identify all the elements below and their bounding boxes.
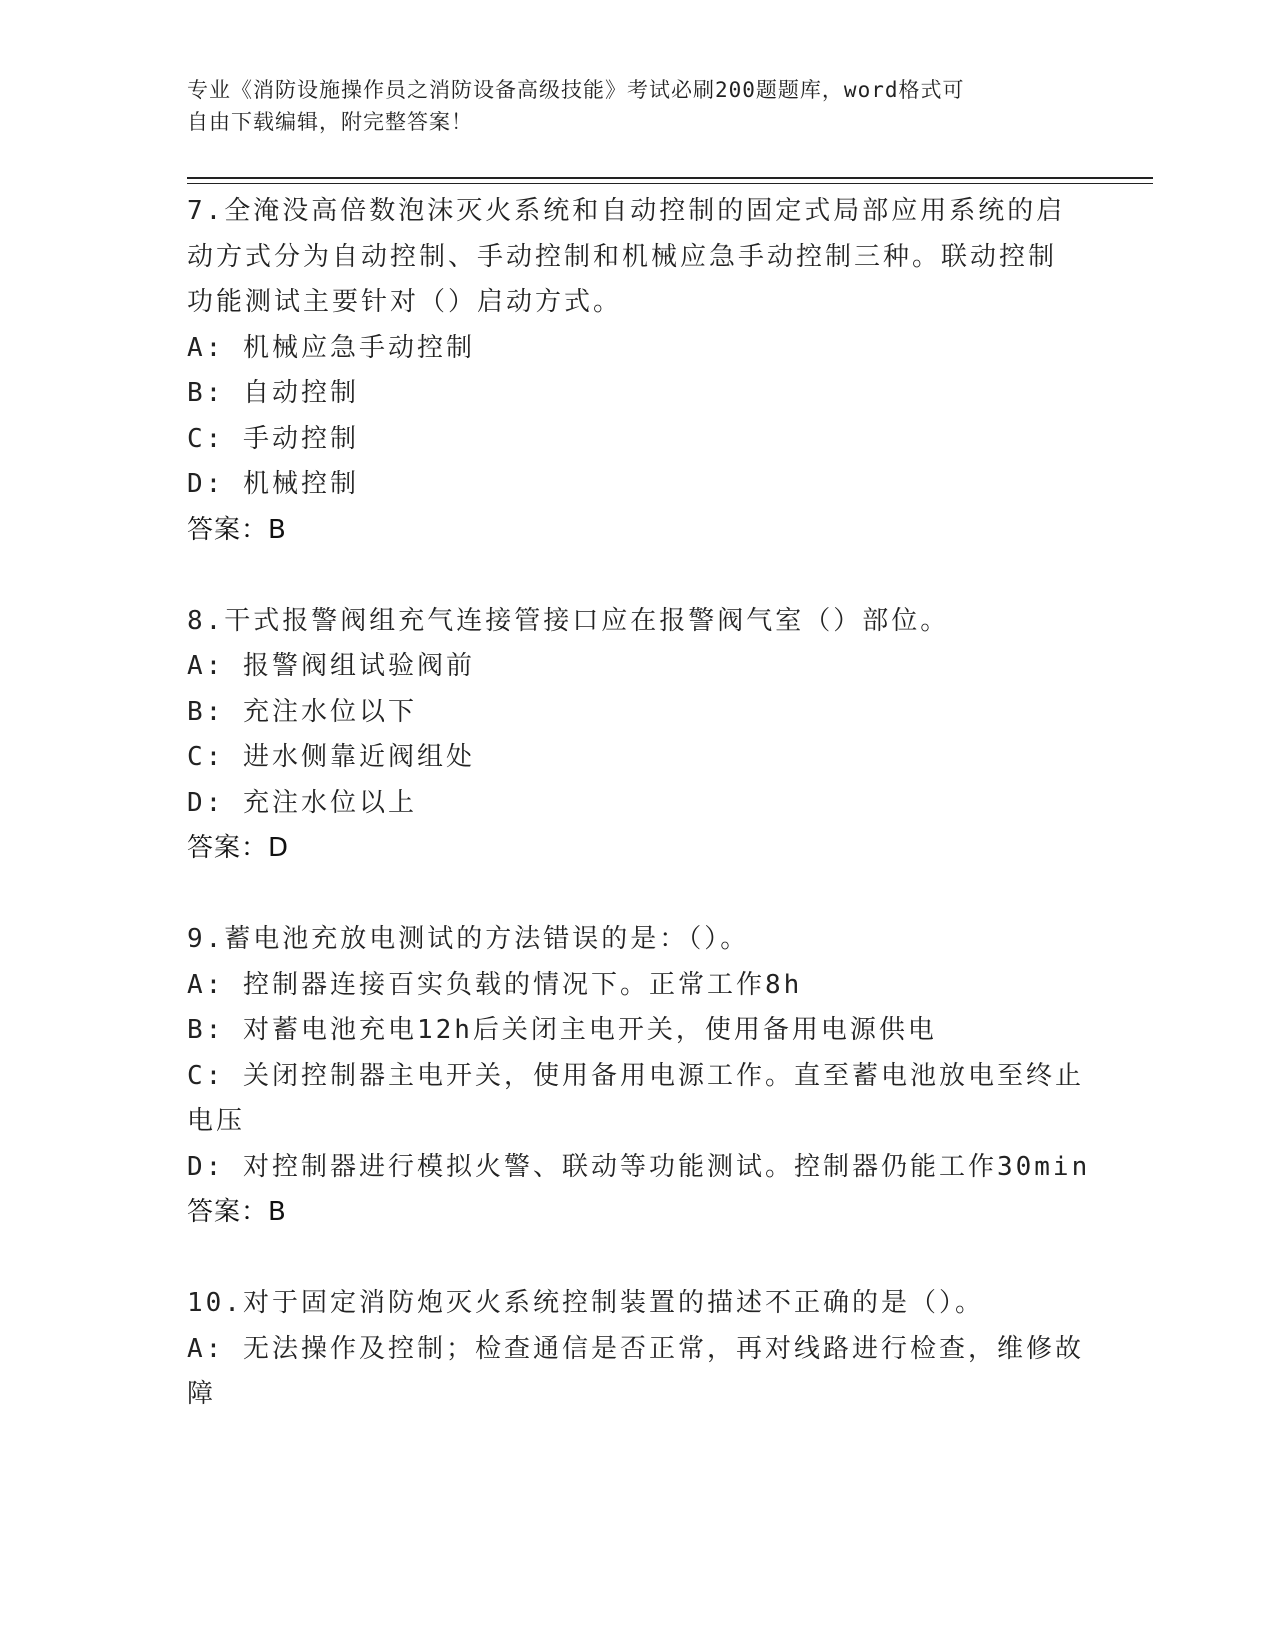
answer-label: 答案：D xyxy=(187,833,290,863)
option-c: C: 进水侧靠近阀组处 xyxy=(187,742,475,772)
question-stem-line: 10.对于固定消防炮灭火系统控制装置的描述不正确的是（）。 xyxy=(187,1288,984,1318)
header-line-1: 专业《消防设施操作员之消防设备高级技能》考试必刷200题题库，word格式可 xyxy=(187,78,965,102)
option-c: C: 手动控制 xyxy=(187,423,359,454)
option-a: A: 控制器连接百实负载的情况下。正常工作8h xyxy=(187,969,803,1000)
option-d: D: 充注水位以上 xyxy=(187,787,417,818)
question-stem-line: 功能测试主要针对（）启动方式。 xyxy=(187,287,623,317)
question-stem-line: 7.全淹没高倍数泡沫灭火系统和自动控制的固定式局部应用系统的启 xyxy=(187,196,1066,226)
spacer xyxy=(187,872,1087,918)
option-d: D: 对控制器进行模拟火警、联动等功能测试。控制器仍能工作30min xyxy=(187,1151,1091,1182)
question-list xyxy=(187,189,1091,1418)
question-9 xyxy=(187,917,1091,1236)
header-divider-thick xyxy=(187,177,1153,179)
question-stem-line: 动方式分为自动控制、手动控制和机械应急手动控制三种。联动控制 xyxy=(187,241,1058,272)
answer-label: 答案：B xyxy=(187,514,287,545)
question-10 xyxy=(187,1281,1087,1418)
option-c: C: 关闭控制器主电开关，使用备用电源工作。直至蓄电池放电至终止 xyxy=(187,1060,1084,1091)
spacer xyxy=(187,1236,1087,1282)
spacer xyxy=(187,553,1087,599)
option-a-continued: 障 xyxy=(187,1379,217,1409)
question-8 xyxy=(187,599,1087,872)
option-b: B: 对蓄电池充电12h后关闭主电开关，使用备用电源供电 xyxy=(187,1015,937,1045)
option-b: B: 自动控制 xyxy=(187,378,359,408)
document-header xyxy=(187,74,1087,138)
question-stem-line: 8.干式报警阀组充气连接管接口应在报警阀气室（）部位。 xyxy=(187,605,950,636)
option-b: B: 充注水位以下 xyxy=(187,696,417,727)
option-a: A: 报警阀组试验阀前 xyxy=(187,651,475,681)
option-a: A: 机械应急手动控制 xyxy=(187,332,475,363)
question-7 xyxy=(187,189,1087,553)
header-line-2: 自由下载编辑，附完整答案！ xyxy=(187,110,473,134)
answer-label: 答案：B xyxy=(187,1197,287,1227)
header-divider-thin xyxy=(187,183,1153,184)
option-a: A: 无法操作及控制；检查通信是否正常，再对线路进行检查，维修故 xyxy=(187,1333,1084,1364)
option-c-continued: 电压 xyxy=(187,1106,246,1136)
question-stem-line: 9.蓄电池充放电测试的方法错误的是：（）。 xyxy=(187,924,750,954)
option-d: D: 机械控制 xyxy=(187,469,359,499)
